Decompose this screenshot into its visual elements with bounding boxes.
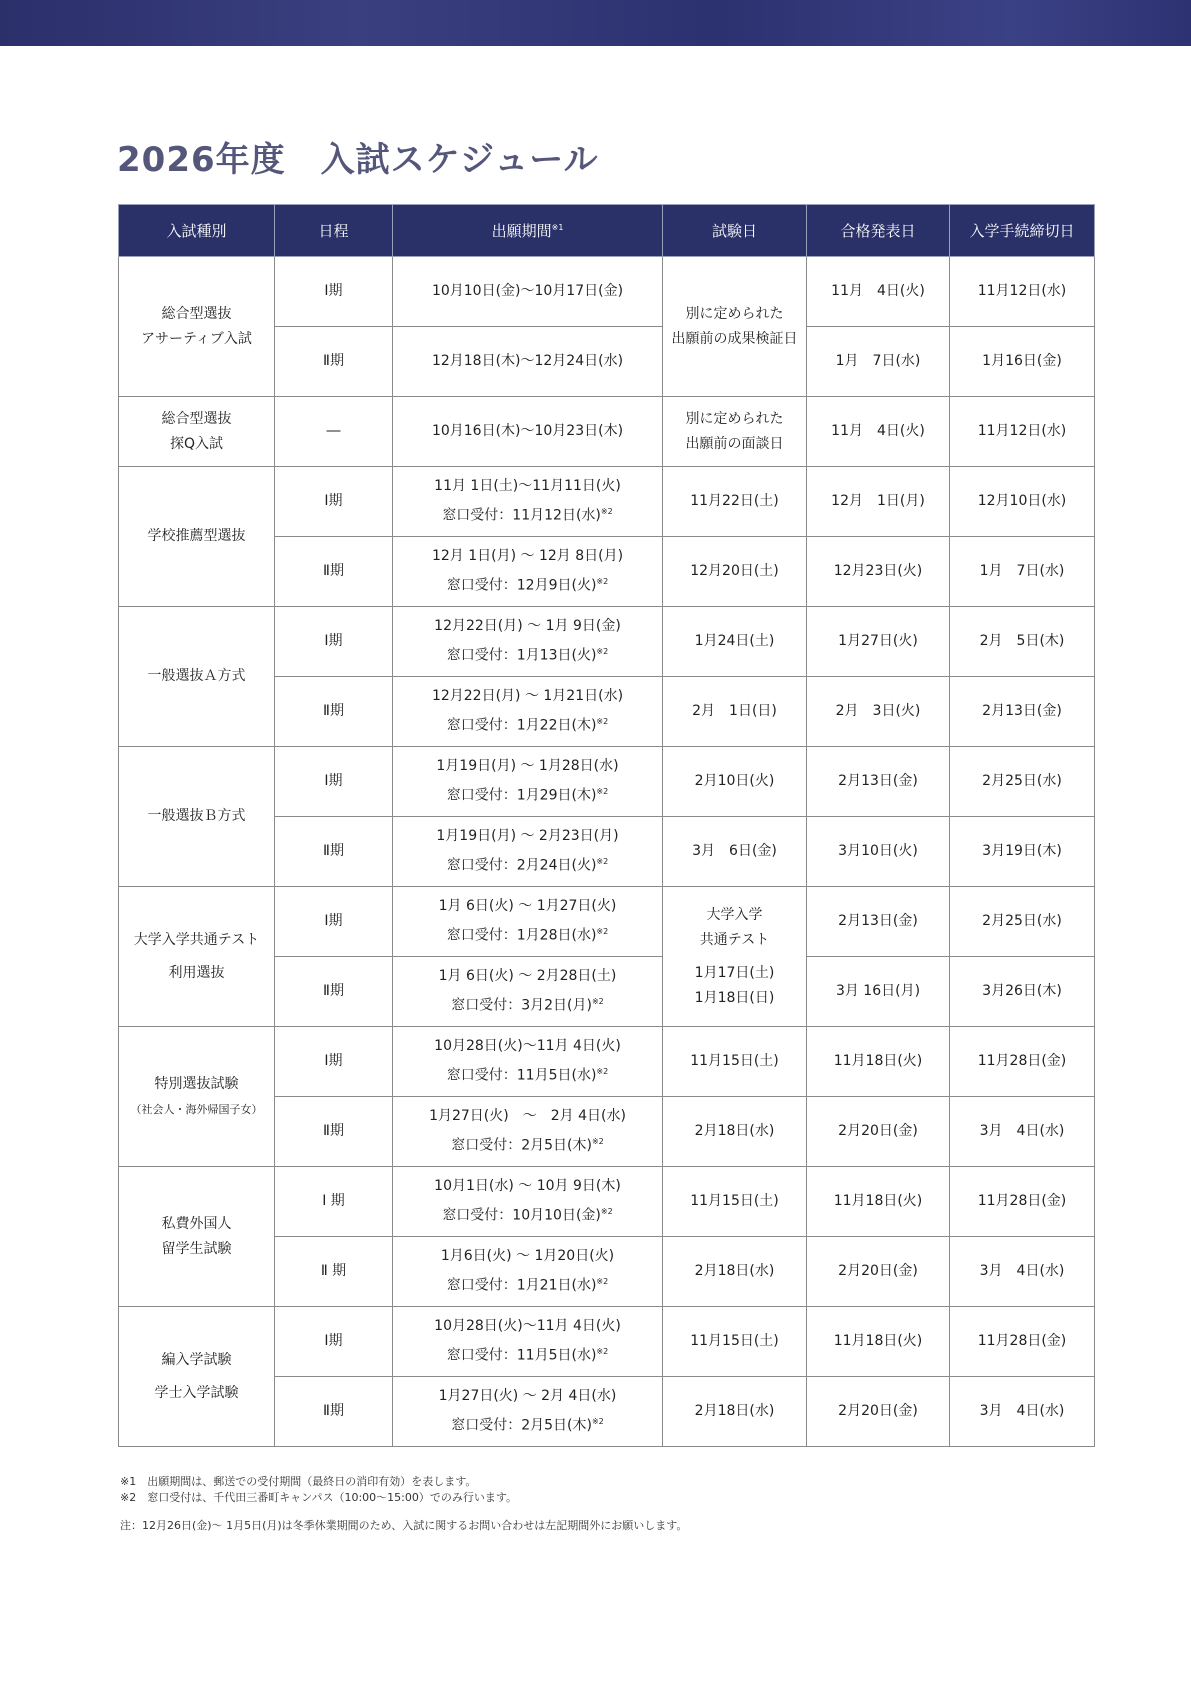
table-row: [119, 1167, 1095, 1237]
term-cell: Ⅰ期: [275, 607, 393, 677]
table-header-row: [119, 205, 1095, 257]
exam-date-cell: 2月18日(水): [663, 1377, 807, 1447]
result-date-cell: 2月13日(金): [807, 887, 950, 957]
application-cell: 1月19日(月) 〜 2月23日(月) 窓口受付：2月24日(火)$^{※2}$: [393, 817, 663, 887]
exam-date-cell: 2月10日(火): [663, 747, 807, 817]
deadline-cell: 11月28日(金): [950, 1307, 1095, 1377]
application-cell: 1月27日(火) 〜 2月 4日(水) 窓口受付：2月5日(木)$^{※2}$: [393, 1377, 663, 1447]
term-cell: Ⅱ期: [275, 537, 393, 607]
exam-date-cell: 大学入学 共通テスト 1月17日(土) 1月18日(日): [663, 887, 807, 1027]
application-cell: 1月 6日(火) 〜 2月28日(土) 窓口受付：3月2日(月)$^{※2}$: [393, 957, 663, 1027]
category-cell: 編入学試験 学士入学試験: [119, 1307, 275, 1447]
application-cell: 12月22日(月) 〜 1月 9日(金) 窓口受付：1月13日(火)$^{※2}$: [393, 607, 663, 677]
category-cell: 大学入学共通テスト 利用選抜: [119, 887, 275, 1027]
application-cell: 1月6日(火) 〜 1月20日(火) 窓口受付：1月21日(水)$^{※2}$: [393, 1237, 663, 1307]
exam-date-cell: 11月15日(土): [663, 1167, 807, 1237]
result-date-cell: 11月18日(火): [807, 1027, 950, 1097]
term-cell: Ⅱ期: [275, 1097, 393, 1167]
table-row: [119, 1307, 1095, 1377]
header-band: [0, 0, 1191, 46]
application-cell: 10月1日(水) 〜 10月 9日(木) 窓口受付：10月10日(金)$^{※2}$: [393, 1167, 663, 1237]
term-cell: Ⅰ期: [275, 257, 393, 327]
term-cell: Ⅰ期: [275, 887, 393, 957]
result-date-cell: 3月 16日(月): [807, 957, 950, 1027]
term-cell: Ⅱ期: [275, 817, 393, 887]
term-cell: Ⅰ期: [275, 1027, 393, 1097]
exam-date-cell: 11月15日(土): [663, 1027, 807, 1097]
result-date-cell: 2月20日(金): [807, 1097, 950, 1167]
exam-date-cell: 11月22日(土): [663, 467, 807, 537]
deadline-cell: 3月26日(木): [950, 957, 1095, 1027]
schedule-table: [118, 204, 1095, 1447]
result-date-cell: 2月 3日(火): [807, 677, 950, 747]
result-date-cell: 2月20日(金): [807, 1237, 950, 1307]
term-cell: Ⅰ期: [275, 747, 393, 817]
deadline-cell: 1月 7日(水): [950, 537, 1095, 607]
table-row: [119, 257, 1095, 327]
application-cell: 10月28日(火)〜11月 4日(火) 窓口受付：11月5日(水)$^{※2}$: [393, 1307, 663, 1377]
deadline-cell: 11月28日(金): [950, 1167, 1095, 1237]
category-cell: 特別選抜試験 （社会人・海外帰国子女）: [119, 1027, 275, 1167]
table-row: [119, 467, 1095, 537]
term-cell: ―: [275, 397, 393, 467]
deadline-cell: 3月 4日(水): [950, 1237, 1095, 1307]
deadline-cell: 3月19日(木): [950, 817, 1095, 887]
result-date-cell: 3月10日(火): [807, 817, 950, 887]
deadline-cell: 2月 5日(木): [950, 607, 1095, 677]
term-cell: Ⅱ期: [275, 677, 393, 747]
deadline-cell: 1月16日(金): [950, 327, 1095, 397]
application-cell: 12月18日(木)〜12月24日(水): [393, 327, 663, 397]
page-title: 2026年度 入試スケジュール: [117, 140, 599, 180]
term-cell: Ⅱ 期: [275, 1237, 393, 1307]
term-cell: Ⅱ期: [275, 957, 393, 1027]
term-cell: Ⅰ期: [275, 1307, 393, 1377]
application-cell: 12月22日(月) 〜 1月21日(水) 窓口受付：1月22日(木)$^{※2}$: [393, 677, 663, 747]
application-cell: 10月28日(火)〜11月 4日(火) 窓口受付：11月5日(水)$^{※2}$: [393, 1027, 663, 1097]
result-date-cell: 1月 7日(水): [807, 327, 950, 397]
category-cell: 一般選抜Ｂ方式: [119, 747, 275, 887]
category-cell: 総合型選抜 アサーティブ入試: [119, 257, 275, 397]
col-header-category: 入試種別: [119, 205, 275, 257]
deadline-cell: 11月28日(金): [950, 1027, 1095, 1097]
application-cell: 1月19日(月) 〜 1月28日(水) 窓口受付：1月29日(木)$^{※2}$: [393, 747, 663, 817]
term-cell: Ⅱ期: [275, 1377, 393, 1447]
col-header-exam-date: 試験日: [663, 205, 807, 257]
exam-date-cell: 2月 1日(日): [663, 677, 807, 747]
result-date-cell: 11月 4日(火): [807, 257, 950, 327]
deadline-cell: 3月 4日(水): [950, 1377, 1095, 1447]
table-row: [119, 887, 1095, 957]
result-date-cell: 11月18日(火): [807, 1167, 950, 1237]
application-cell: 11月 1日(土)〜11月11日(火) 窓口受付：11月12日(水)$^{※2}$: [393, 467, 663, 537]
col-header-application: 出願期間$^{※1}$: [393, 205, 663, 257]
result-date-cell: 12月23日(火): [807, 537, 950, 607]
exam-date-cell: 3月 6日(金): [663, 817, 807, 887]
result-date-cell: 11月 4日(火): [807, 397, 950, 467]
exam-date-cell: 別に定められた 出願前の面談日: [663, 397, 807, 467]
table-row: [119, 397, 1095, 467]
exam-date-cell: 11月15日(土): [663, 1307, 807, 1377]
category-cell: 私費外国人 留学生試験: [119, 1167, 275, 1307]
category-cell: 一般選抜Ａ方式: [119, 607, 275, 747]
deadline-cell: 11月12日(水): [950, 397, 1095, 467]
result-date-cell: 11月18日(火): [807, 1307, 950, 1377]
deadline-cell: 2月13日(金): [950, 677, 1095, 747]
term-cell: Ⅰ 期: [275, 1167, 393, 1237]
category-cell: 学校推薦型選抜: [119, 467, 275, 607]
footnotes: [120, 1474, 687, 1534]
application-cell: 12月 1日(月) 〜 12月 8日(月) 窓口受付：12月9日(火)$^{※2}$: [393, 537, 663, 607]
table-row: [119, 747, 1095, 817]
footnote-holiday: 注：12月26日(金)〜 1月5日(月)は冬季休業期間のため、入試に関するお問い合わせは左記期間外にお願いします。: [120, 1519, 688, 1532]
result-date-cell: 1月27日(火): [807, 607, 950, 677]
col-header-deadline: 入学手続締切日: [950, 205, 1095, 257]
application-cell: 10月10日(金)〜10月17日(金): [393, 257, 663, 327]
exam-date-cell: 別に定められた 出願前の成果検証日: [663, 257, 807, 397]
exam-date-cell: 2月18日(水): [663, 1237, 807, 1307]
deadline-cell: 2月25日(水): [950, 747, 1095, 817]
table-row: [119, 607, 1095, 677]
col-header-result-date: 合格発表日: [807, 205, 950, 257]
application-cell: 1月27日(火) 〜 2月 4日(水) 窓口受付：2月5日(木)$^{※2}$: [393, 1097, 663, 1167]
application-cell: 1月 6日(火) 〜 1月27日(火) 窓口受付：1月28日(水)$^{※2}$: [393, 887, 663, 957]
col-header-term: 日程: [275, 205, 393, 257]
table-row: [119, 1027, 1095, 1097]
category-cell: 総合型選抜 探Q入試: [119, 397, 275, 467]
result-date-cell: 2月13日(金): [807, 747, 950, 817]
deadline-cell: 11月12日(水): [950, 257, 1095, 327]
term-cell: Ⅰ期: [275, 467, 393, 537]
result-date-cell: 2月20日(金): [807, 1377, 950, 1447]
footnote-1: ※1 出願期間は、郵送での受付期間（最終日の消印有効）を表します。: [120, 1475, 477, 1488]
exam-date-cell: 1月24日(土): [663, 607, 807, 677]
deadline-cell: 2月25日(水): [950, 887, 1095, 957]
deadline-cell: 3月 4日(水): [950, 1097, 1095, 1167]
exam-date-cell: 12月20日(土): [663, 537, 807, 607]
application-cell: 10月16日(木)〜10月23日(木): [393, 397, 663, 467]
term-cell: Ⅱ期: [275, 327, 393, 397]
result-date-cell: 12月 1日(月): [807, 467, 950, 537]
exam-date-cell: 2月18日(水): [663, 1097, 807, 1167]
deadline-cell: 12月10日(水): [950, 467, 1095, 537]
footnote-2: ※2 窓口受付は、千代田三番町キャンパス（10:00〜15:00）でのみ行います。: [120, 1491, 517, 1504]
